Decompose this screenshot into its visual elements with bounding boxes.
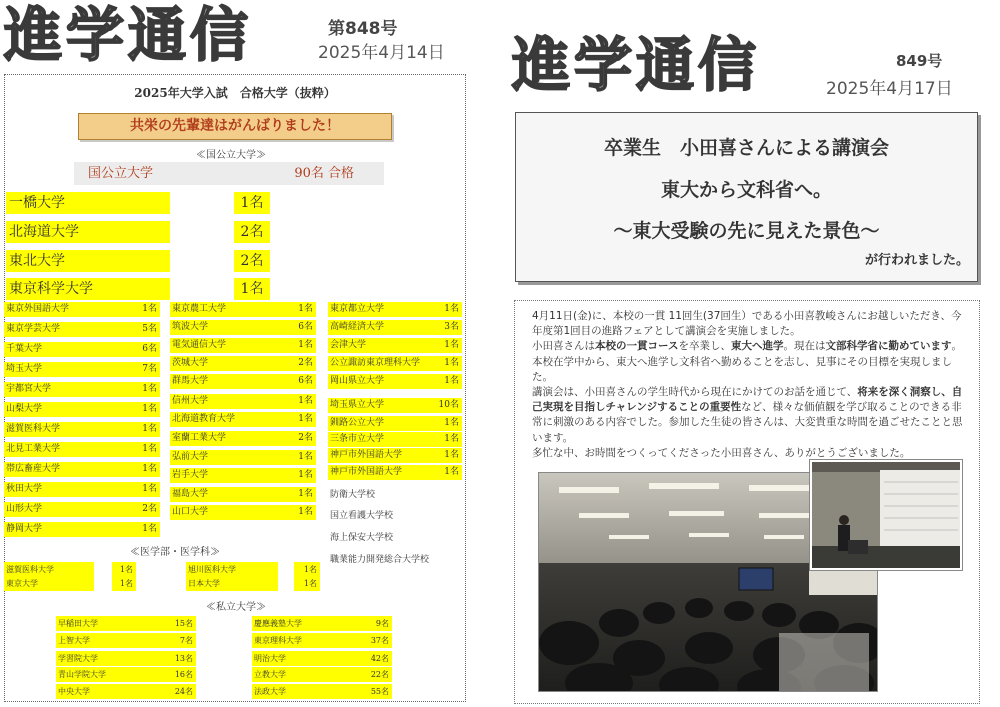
results-subtitle: 2025年大学入試 合格大学（抜粋） [134, 86, 336, 100]
top-univ-name: 北海道大学 [6, 221, 170, 243]
private-univ-count: 16名 [160, 667, 196, 682]
medical-univ-count: 1名 [112, 576, 136, 591]
private-univ-name: 学習院大学 [56, 651, 160, 666]
univ-count: 1名 [284, 505, 316, 520]
univ-name: 静岡大学 [4, 522, 128, 537]
univ-name: 滋賀医科大学 [4, 422, 128, 437]
academy-item: 国立看護大学校 [330, 511, 394, 521]
private-section-label: ≪私立大学≫ [206, 602, 266, 613]
private-univ-count: 15名 [160, 616, 196, 631]
private-univ-count: 42名 [356, 651, 392, 666]
article-body [532, 309, 966, 461]
univ-count: 1名 [128, 442, 160, 457]
medical-univ-name: 日本大学 [186, 576, 278, 591]
univ-count: 1名 [432, 302, 462, 317]
national-header-title: 国公立大学 [88, 166, 154, 181]
private-univ-name: 明治大学 [252, 651, 356, 666]
lecture-title-line1: 卒業生 小田喜さんによる講演会 [603, 137, 889, 159]
univ-count: 1名 [284, 338, 316, 353]
univ-name: 帯広畜産大学 [4, 462, 128, 477]
medical-univ-count: 1名 [294, 576, 320, 591]
univ-name: 会津大学 [328, 338, 432, 353]
univ-count: 2名 [284, 356, 316, 371]
left-issue-date: 2025年4月14日 [318, 43, 445, 63]
right-issue-date: 2025年4月17日 [826, 79, 953, 99]
lecture-title-box [515, 112, 978, 282]
private-univ-name: 上智大学 [56, 633, 160, 648]
right-masthead: 進学通信 [512, 31, 761, 99]
article-paragraph: 小田喜さんは本校の一貫コースを卒業し、東大へ進学。現在は文部科学省に勤めています。本校在学中から、東大へ進学し文科省へ勤めることを志し、見事にその目標を実現しました。 [532, 340, 962, 383]
medical-univ-name: 滋賀医科大学 [4, 562, 94, 577]
univ-name: 千葉大学 [4, 342, 128, 357]
private-univ-name: 早稲田大学 [56, 616, 160, 631]
univ-name: 筑波大学 [170, 320, 284, 335]
univ-name: 福島大学 [170, 487, 284, 502]
medical-univ-name: 旭川医科大学 [186, 562, 278, 577]
article-paragraph: 多忙な中、お時間をつくってくださった小田喜さん、ありがとうございました。 [532, 446, 911, 459]
univ-name: 信州大学 [170, 394, 284, 409]
article-paragraph: 4月11日(金)に、本校の一貫 11回生(37回生）である小田喜教峻さんにお越しいただき、今年度第1回目の進路フェアとして講演会を実施しました。 [532, 310, 962, 338]
left-issue-number: 第848号 [328, 19, 398, 39]
univ-name: 岡山県立大学 [328, 374, 432, 389]
medical-univ-name: 東京大学 [4, 576, 94, 591]
univ-name: 高崎経済大学 [328, 320, 432, 335]
top-univ-name: 東京科学大学 [6, 278, 170, 300]
private-univ-name: 法政大学 [252, 684, 356, 699]
univ-count: 7名 [128, 362, 160, 377]
top-univ-name: 一橋大学 [6, 192, 170, 214]
univ-count: 1名 [128, 402, 160, 417]
univ-count: 1名 [432, 356, 462, 371]
univ-name: 埼玉大学 [4, 362, 128, 377]
univ-count: 1名 [284, 302, 316, 317]
speaker-illustration [812, 462, 962, 570]
univ-name: 山梨大学 [4, 402, 128, 417]
univ-count: 1名 [128, 462, 160, 477]
private-univ-name: 東京理科大学 [252, 633, 356, 648]
academy-item: 防衛大学校 [330, 490, 376, 500]
top-univ-count: 1名 [234, 278, 270, 300]
univ-count: 1名 [432, 416, 462, 431]
univ-name: 東京外国語大学 [4, 302, 128, 317]
univ-name: 三条市立大学 [328, 432, 432, 447]
private-univ-name: 青山学院大学 [56, 667, 160, 682]
univ-name: 群馬大学 [170, 374, 284, 389]
univ-count: 1名 [128, 482, 160, 497]
univ-count: 1名 [128, 302, 160, 317]
lecture-title-line3: ～東大受験の先に見えた景色～ [613, 220, 880, 242]
univ-count: 2名 [128, 502, 160, 517]
univ-count: 2名 [284, 431, 316, 446]
medical-univ-count: 1名 [294, 562, 320, 577]
univ-count: 6名 [128, 342, 160, 357]
private-univ-count: 22名 [356, 667, 392, 682]
univ-name: 室蘭工業大学 [170, 431, 284, 446]
top-univ-count: 2名 [234, 250, 270, 272]
univ-count: 5名 [128, 322, 160, 337]
univ-count: 6名 [284, 374, 316, 389]
univ-name: 山形大学 [4, 502, 128, 517]
private-univ-name: 立教大学 [252, 667, 356, 682]
univ-count: 1名 [432, 374, 462, 389]
univ-name: 電気通信大学 [170, 338, 284, 353]
results-banner: 共栄の先輩達はがんばりました！ [78, 113, 392, 140]
top-univ-count: 2名 [234, 221, 270, 243]
medical-univ-count: 1名 [112, 562, 136, 577]
right-issue-number: 849号 [896, 52, 943, 70]
private-univ-count: 13名 [160, 651, 196, 666]
national-header [74, 162, 384, 185]
univ-name: 茨城大学 [170, 356, 284, 371]
private-univ-count: 55名 [356, 684, 392, 699]
univ-count: 1名 [284, 450, 316, 465]
private-univ-count: 9名 [356, 616, 392, 631]
private-univ-name: 中央大学 [56, 684, 160, 699]
univ-name: 神戸市外国語大学 [328, 465, 432, 480]
national-section-label: ≪国公立大学≫ [196, 150, 266, 161]
univ-count: 1名 [432, 465, 462, 480]
private-univ-name: 慶應義塾大学 [252, 616, 356, 631]
univ-name: 東京農工大学 [170, 302, 284, 317]
academy-item: 海上保安大学校 [330, 533, 394, 543]
article-paragraph: 講演会は、小田喜さんの学生時代から現在にかけてのお話を通じて、将来を深く洞察し、自己実現を目指しチャレンジすることの重要性など、様々な価値観を学び取ることのできる非常に刺激のある内容でした。参加した生徒の皆さんは、大変貴重な時間を過ごせたことと思います。 [532, 386, 963, 444]
academy-item: 職業能力開発総合大学校 [330, 555, 430, 565]
national-header-total: 90名 合格 [294, 166, 354, 181]
univ-count: 3名 [432, 320, 462, 335]
univ-name: 北海道教育大学 [170, 412, 284, 427]
private-univ-count: 24名 [160, 684, 196, 699]
private-univ-count: 7名 [160, 633, 196, 648]
univ-count: 1名 [284, 468, 316, 483]
univ-count: 1名 [128, 422, 160, 437]
left-masthead: 進学通信 [4, 1, 253, 69]
univ-name: 埼玉県立大学 [328, 398, 432, 413]
univ-name: 岩手大学 [170, 468, 284, 483]
speaker-photo [810, 460, 962, 570]
top-univ-count: 1名 [234, 192, 270, 214]
univ-count: 1名 [432, 338, 462, 353]
univ-name: 東京学芸大学 [4, 322, 128, 337]
univ-name: 秋田大学 [4, 482, 128, 497]
univ-count: 1名 [432, 448, 462, 463]
medical-section-label: ≪医学部・医学科≫ [130, 547, 220, 558]
univ-name: 公立諏訪東京理科大学 [328, 356, 432, 371]
lecture-title-line2: 東大から文科省へ。 [660, 179, 832, 201]
top-univ-name: 東北大学 [6, 250, 170, 272]
univ-name: 東京都立大学 [328, 302, 432, 317]
univ-count: 1名 [284, 412, 316, 427]
univ-name: 山口大学 [170, 505, 284, 520]
univ-name: 宇都宮大学 [4, 382, 128, 397]
univ-count: 1名 [128, 382, 160, 397]
univ-count: 1名 [284, 487, 316, 502]
univ-name: 北見工業大学 [4, 442, 128, 457]
univ-name: 神戸市外国語大学 [328, 448, 432, 463]
univ-count: 1名 [128, 522, 160, 537]
univ-count: 10名 [432, 398, 462, 413]
univ-count: 1名 [432, 432, 462, 447]
univ-name: 釧路公立大学 [328, 416, 432, 431]
univ-count: 6名 [284, 320, 316, 335]
private-univ-count: 37名 [356, 633, 392, 648]
lecture-title-suffix: が行われました。 [864, 253, 969, 268]
univ-name: 弘前大学 [170, 450, 284, 465]
univ-count: 1名 [284, 394, 316, 409]
